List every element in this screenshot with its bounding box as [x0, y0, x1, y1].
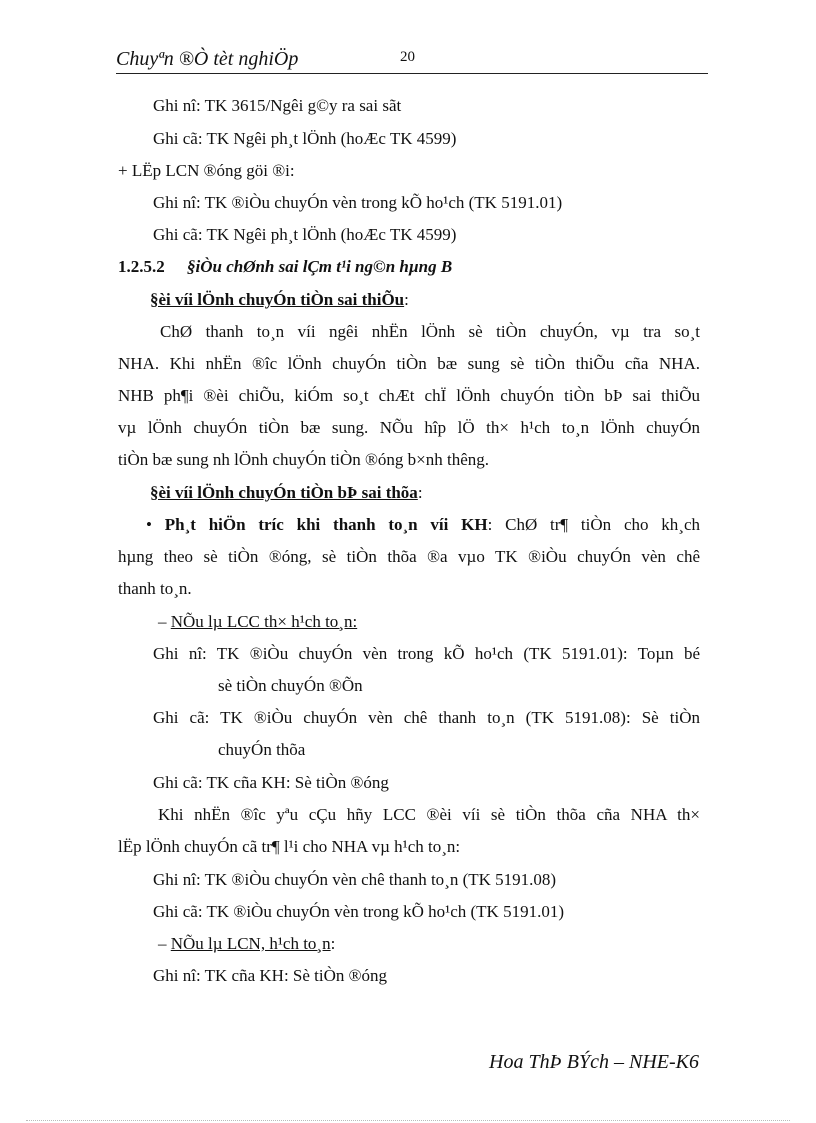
subheading-text: §èi víi lÖnh chuyÓn tiÒn sai thiÕu: [150, 290, 405, 309]
text-line: Ghi cã: TK Ngêi ph¸t lÖnh (hoÆc TK 4599): [153, 225, 457, 244]
paragraph-line: ChØ thanh to¸n víi ngêi nhËn lÖnh sè tiÒn chuyÓn, vµ tra so¸t: [160, 322, 700, 341]
bullet-line: • Ph¸t hiÖn tríc khi thanh to¸n víi KH: ChØ tr¶ tiÒn cho kh¸ch: [146, 515, 700, 534]
header-title: Chuyªn ®Ò tèt nghiÖp: [116, 48, 299, 70]
paragraph-line: tiÒn bæ sung nh lÖnh chuyÓn tiÒn ®óng b×nh thêng.: [118, 450, 489, 469]
text-line: + LËp LCN ®óng göi ®i:: [118, 161, 295, 180]
entry-line: Ghi nî: TK ®iÒu chuyÓn vèn trong kÕ ho¹ch (TK 5191.01): Toµn bé: [153, 644, 700, 663]
paragraph-line: Khi nhËn ®îc yªu cÇu hñy LCC ®èi víi sè tiÒn thõa cña NHA th×: [158, 805, 700, 824]
subheading: §èi víi lÖnh chuyÓn tiÒn bÞ sai thõa:: [150, 483, 423, 502]
section-number: 1.2.5.2: [118, 257, 165, 276]
paragraph-line: vµ lÖnh chuyÓn tiÒn bæ sung. NÕu hîp lÖ th× h¹ch to¸n lÖnh chuyÓn: [118, 418, 700, 437]
section-heading: [118, 256, 452, 278]
bottom-divider: [26, 1120, 790, 1121]
entry-line: Ghi nî: TK ®iÒu chuyÓn vèn chê thanh to¸n (TK 5191.08): [153, 870, 557, 889]
entry-line: sè tiÒn chuyÓn ®Õn: [218, 676, 363, 695]
subheading: §èi víi lÖnh chuyÓn tiÒn sai thiÕu:: [150, 290, 409, 309]
entry-line: Ghi cã: TK ®iÒu chuyÓn vèn chê thanh to¸n (TK 5191.08): Sè tiÒn: [153, 708, 700, 727]
paragraph-line: thanh to¸n.: [118, 579, 192, 598]
entry-line: Ghi cã: TK ®iÒu chuyÓn vèn trong kÕ ho¹ch (TK 5191.01): [153, 902, 564, 921]
paragraph-line: NHA. Khi nhËn ®îc lÖnh chuyÓn tiÒn bæ sung sè tiÒn thiÕu cña NHA.: [118, 354, 700, 373]
paragraph-line: hµng theo sè tiÒn ®óng, sè tiÒn thõa ®a vµo TK ®iÒu chuyÓn vèn chê: [118, 547, 700, 566]
entry-line: Ghi cã: TK cña KH: Sè tiÒn ®óng: [153, 773, 389, 792]
entry-line: Ghi nî: TK cña KH: Sè tiÒn ®óng: [153, 966, 388, 985]
text-line: Ghi nî: TK ®iÒu chuyÓn vèn trong kÕ ho¹ch (TK 5191.01): [153, 193, 563, 212]
dash-item: – NÕu lµ LCC th× h¹ch to¸n:: [158, 612, 358, 631]
text-line: Ghi cã: TK Ngêi ph¸t lÖnh (hoÆc TK 4599): [153, 129, 457, 148]
page-number: 20: [400, 49, 415, 65]
subheading-text: §èi víi lÖnh chuyÓn tiÒn bÞ sai thõa: [150, 483, 418, 502]
bullet-lead: Ph¸t hiÖn tríc khi thanh to¸n víi KH: [164, 515, 488, 534]
header-rule: [116, 73, 708, 74]
section-title: §iÒu chØnh sai lÇm t¹i ng©n hµng B: [187, 257, 453, 276]
entry-line: chuyÓn thõa: [218, 740, 306, 759]
paragraph-line: lËp lÖnh chuyÓn cã tr¶ l¹i cho NHA vµ h¹ch to¸n:: [118, 837, 461, 856]
dash-item: – NÕu lµ LCN, h¹ch to¸n:: [158, 934, 336, 953]
paragraph-line: NHB ph¶i ®èi chiÕu, kiÓm so¸t chÆt chÏ lÖnh chuyÓn tiÒn bÞ sai thiÕu: [118, 386, 700, 405]
bullet-icon: •: [146, 515, 152, 534]
text-line: Ghi nî: TK 3615/Ngêi g©y ra sai sãt: [153, 96, 402, 115]
footer-signature: Hoa ThÞ BÝch – NHE-K6: [489, 1051, 699, 1073]
